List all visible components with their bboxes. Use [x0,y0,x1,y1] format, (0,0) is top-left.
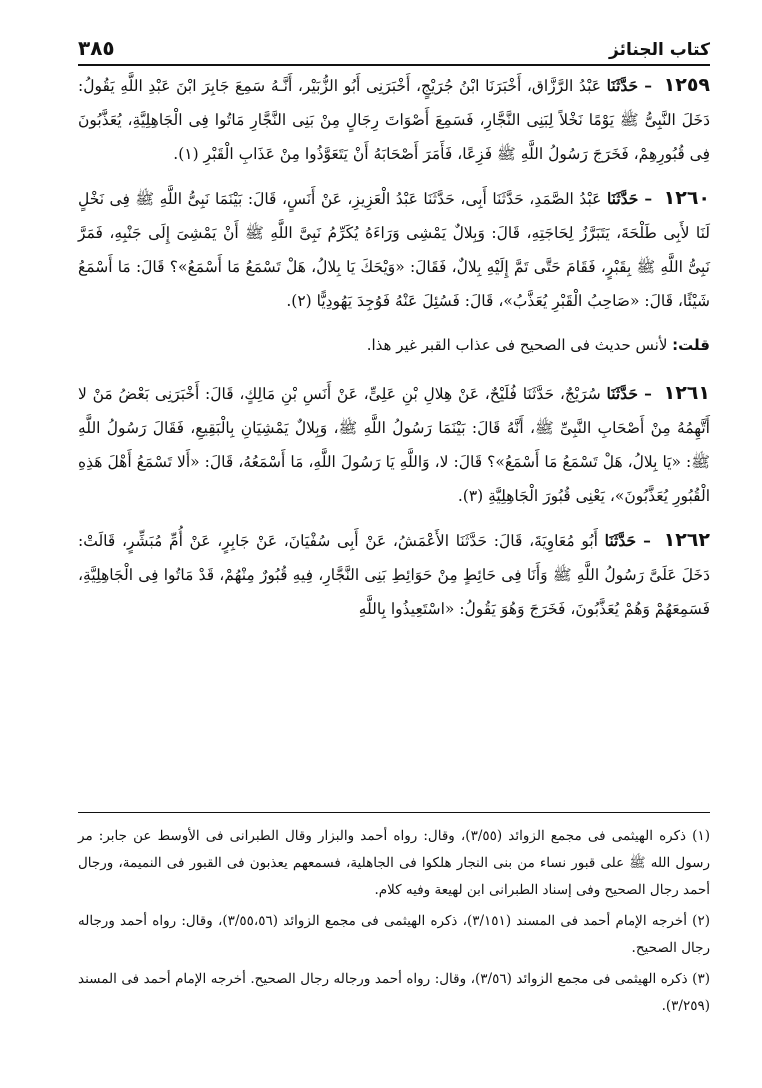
hadith-1261 [78,376,710,513]
hadith-number: ١٢٦١ [663,382,710,404]
footnote-2: (٢) أخرجه الإمام أحمد فى المسند (٣/١٥١)، ذكره الهيثمى فى مجمع الزوائد (٣/٥٥،٥٦)، وقال: رواه أحمد ورجاله رجال الصحيح. [78,913,710,956]
note-lead: قلت: [672,336,710,354]
hadith-text: عَبْدُ الصَّمَدِ، حَدَّثَنَا أَبِى، حَدَّثَنَا عَبْدُ الْعَزِيزِ، عَنْ أَنَسٍ، قَالَ: بَيْنَمَا نَبِىُّ اللَّهِ ﷺ فِى نَخْلٍ لَنَا لأَبِى طَلْحَةَ، يَتَبَرَّزُ لِحَاجَتِهِ، قَالَ: وَبِلالٌ يَمْشِى وَرَاءَهُ يُكَرِّمُ نَبِىَّ اللَّهِ ﷺ أَنْ يَمْشِىَ إِلَى جَنْبِهِ، فَمَرَّ نَبِىُّ اللَّهِ ﷺ بِقَبْرٍ، فَقَامَ حَتَّى تَمَّ إِلَيْهِ بِلالٌ، فَقَالَ: «وَيْحَكَ يَا بِلالُ، هَلْ تَسْمَعُ مَا أَسْمَعُ»؟ قَالَ: مَا أَسْمَعُ شَيْئًا، قَالَ: «صَاحِبُ الْقَبْرِ يُعَذَّبُ»، قَالَ: فَسُئِلَ عَنْهُ فَوُجِدَ يَهُودِيًّا (٢). [78,190,710,310]
editor-note [78,328,710,362]
hadith-1259 [78,68,710,171]
footnotes [78,812,710,1024]
hadith-text: عَبْدُ الرَّزَّاق، أَخْبَرَنَا ابْنُ جُرَيْجٍ، أَخْبَرَنِى أَبُو الزُّبَيْر، أَنَّـهُ سَمِعَ جَابِرَ ابْنَ عَبْدِ اللَّهِ يَقُولُ: دَخَلَ النَّبِىُّ ﷺ يَوْمًا نَخْلاً لِبَنِى النَّجَّارِ، فَسَمِعَ أَصْوَاتَ رِجَالٍ مِنْ بَنِى النَّجَّارِ مَاتُوا فِى الْجَاهِلِيَّةِ، يُعَذَّبُونَ فِى قُبُورِهِمْ، فَخَرَجَ رَسُولُ اللَّهِ ﷺ فَزِعًا، فَأَمَرَ أَصْحَابَهُ أَنْ يَتَعَوَّذُوا مِنْ عَذَابِ الْقَبْرِ (١). [78,77,710,163]
hadith-lead: – حَدَّثَنَا [604,531,651,550]
hadith-text: سُرَيْجٌ، حَدَّثَنَا فُلَيْحٌ، عَنْ هِلالِ بْنِ عَلِىٍّ، عَنْ أَنَسِ بْنِ مَالِكٍ، قَالَ: أَخْبَرَنِى بَعْضُ مَنْ لا أَتَّهِمُهُ مِنْ أَصْحَابِ النَّبِىِّ ﷺ، أَنَّهُ قَالَ: بَيْنَمَا رَسُولُ اللَّهِ ﷺ، وَبِلالٌ يَمْشِيَانِ بِالْبَقِيعِ، فَقَالَ رَسُولُ اللَّهِ ﷺ: «يَا بِلالُ، هَلْ تَسْمَعُ مَا أَسْمَعُ»؟ قَالَ: لا، وَاللَّهِ يَا رَسُولَ اللَّهِ، مَا أَسْمَعُهُ، قَالَ: «أَلا تَسْمَعُ أَهْلَ هَذِهِ الْقُبُورِ يُعَذَّبُونَ»، يَعْنِى قُبُورَ الْجَاهِلِيَّةِ (٣). [78,385,710,505]
hadith-1262 [78,523,710,626]
hadith-1260 [78,181,710,318]
hadith-text: أَبُو مُعَاوِيَةَ، قَالَ: حَدَّثَنَا الأَعْمَشُ، عَنْ أَبِى سُفْيَانَ، عَنْ جَابِرٍ، عَنْ أُمِّ مُبَشِّرٍ، قَالَتْ: دَخَلَ عَلَىَّ رَسُولُ اللَّهِ ﷺ وَأَنَا فِى حَائِطٍ مِنْ حَوَائِطِ بَنِى النَّجَّارِ، فِيهِ قُبُورٌ مِنْهُمْ، قَدْ مَاتُوا فِى الْجَاهِلِيَّةِ، فَسَمِعَهُمْ وَهُمْ يُعَذَّبُونَ، فَخَرَجَ وَهُوَ يَقُولُ: «اسْتَعِيذُوا بِاللَّهِ [78,532,710,618]
hadith-number: ١٢٦٠ [663,187,711,209]
hadith-lead: – حَدَّثَنَا [606,76,652,95]
main-text [78,68,710,636]
page-number: ٣٨٥ [78,36,115,60]
hadith-number: ١٢٦٢ [663,529,710,551]
footnote-1: (١) ذكره الهيثمى فى مجمع الزوائد (٣/٥٥)، وقال: رواه أحمد والبزار وقال الطبرانى فى الأوسط عن جابر: مر رسول الله ﷺ على قبور نساء من بنى النجار هلكوا فى الجاهلية، فسمعهم يعذبون فى القبور فى النميمة، ورجال أحمد رجال الصحيح وفى إسناد الطبرانى ابن لهيعة وفيه كلام. [78,828,710,898]
hadith-lead: – حَدَّثَنَا [606,189,653,208]
page-header [78,30,710,66]
footnote-3: (٣) ذكره الهيثمى فى مجمع الزوائد (٣/٥٦)، وقال: رواه أحمد ورجاله رجال الصحيح. أخرجه الإمام أحمد فى المسند (٣/٢٥٩). [78,971,710,1014]
chapter-title: كتاب الجنائز [609,40,710,60]
note-text: لأنس حديث فى الصحيح فى عذاب القبر غير هذا. [366,336,668,354]
hadith-lead: – حَدَّثَنَا [606,384,652,403]
hadith-number: ١٢٥٩ [663,74,711,96]
